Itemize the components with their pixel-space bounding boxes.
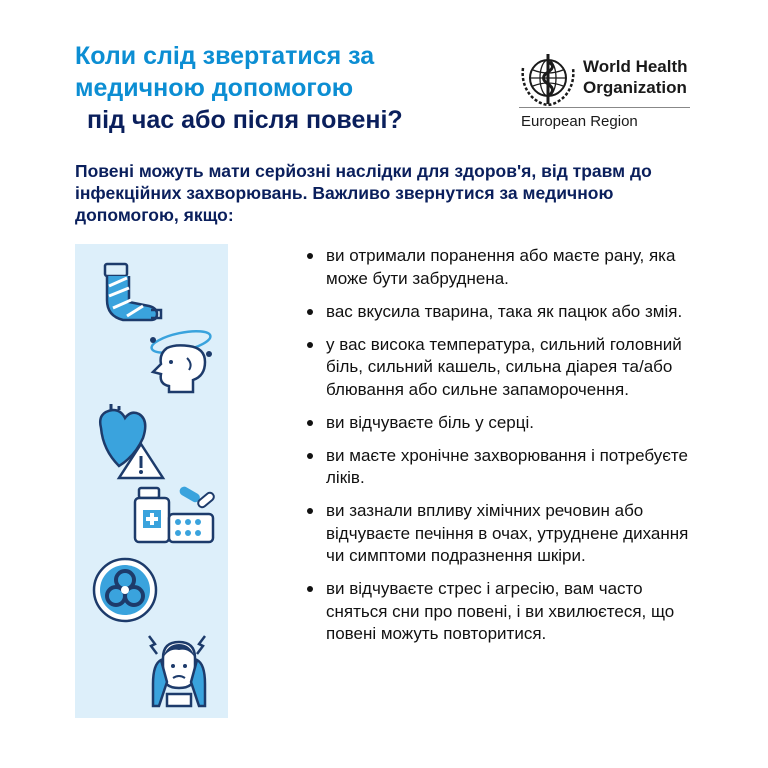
list-item	[305, 412, 705, 435]
who-region: European Region	[521, 113, 638, 130]
list-item	[305, 445, 705, 490]
bullet-dot	[307, 309, 313, 315]
list-item	[305, 578, 705, 646]
bandaged-foot-icon	[93, 260, 163, 330]
list-item-text: вас вкусила тварина, така як пацюк або змія.	[326, 301, 683, 321]
list-item	[305, 500, 705, 568]
icon-panel	[75, 244, 228, 718]
list-item-text: ви зазнали впливу хімічних речовин або відчуваєте печіння в очах, утруднене дихання чи симптоми подразнення шкіри.	[326, 501, 689, 565]
who-emblem-icon	[519, 50, 577, 108]
heart-warning-icon	[91, 404, 167, 480]
intro-text: Повені можуть мати серйозні наслідки для здоров'я, від травм до інфекційних захворювань. Важливо звернутися за медичною допомогою, якщо:	[75, 161, 652, 225]
title-line-1: Коли слід звертатися за	[75, 42, 375, 70]
who-name	[583, 56, 693, 98]
bullet-dot	[307, 420, 313, 426]
list-item-text: ви відчуваєте біль у серці.	[326, 412, 534, 432]
list-item-text: у вас висока температура, сильний головний біль, сильний кашель, сильна діарея та/або блювання або сильне запаморочення.	[326, 334, 682, 399]
medicine-icon	[131, 484, 217, 550]
biohazard-icon	[91, 556, 159, 624]
bullet-dot	[307, 586, 313, 592]
bullet-list	[305, 245, 705, 656]
bullet-dot	[307, 253, 313, 259]
who-logo	[519, 50, 694, 136]
logo-divider	[519, 107, 690, 108]
page-title	[75, 40, 515, 136]
title-line-3: під час або після повені?	[87, 106, 403, 134]
list-item-text: ви відчуваєте стрес і агресію, вам часто сняться сни про повені, і ви хвилюєтеся, що повені можуть повторитися.	[326, 579, 675, 643]
bullet-dot	[307, 453, 313, 459]
title-line-2: медичною допомогою	[75, 74, 354, 102]
bullet-dot	[307, 342, 313, 348]
dizzy-head-icon	[139, 324, 217, 394]
who-name-line-1: World Health	[583, 57, 688, 76]
stressed-person-icon	[139, 630, 217, 708]
who-name-line-2: Organization	[583, 78, 687, 97]
bullet-dot	[307, 508, 313, 514]
list-item	[305, 301, 705, 324]
list-item	[305, 245, 705, 290]
list-item-text: ви отримали поранення або маєте рану, яка може бути забруднена.	[326, 246, 676, 288]
list-item-text: ви маєте хронічне захворювання і потребуєте ліків.	[326, 445, 688, 487]
list-item	[305, 334, 705, 402]
